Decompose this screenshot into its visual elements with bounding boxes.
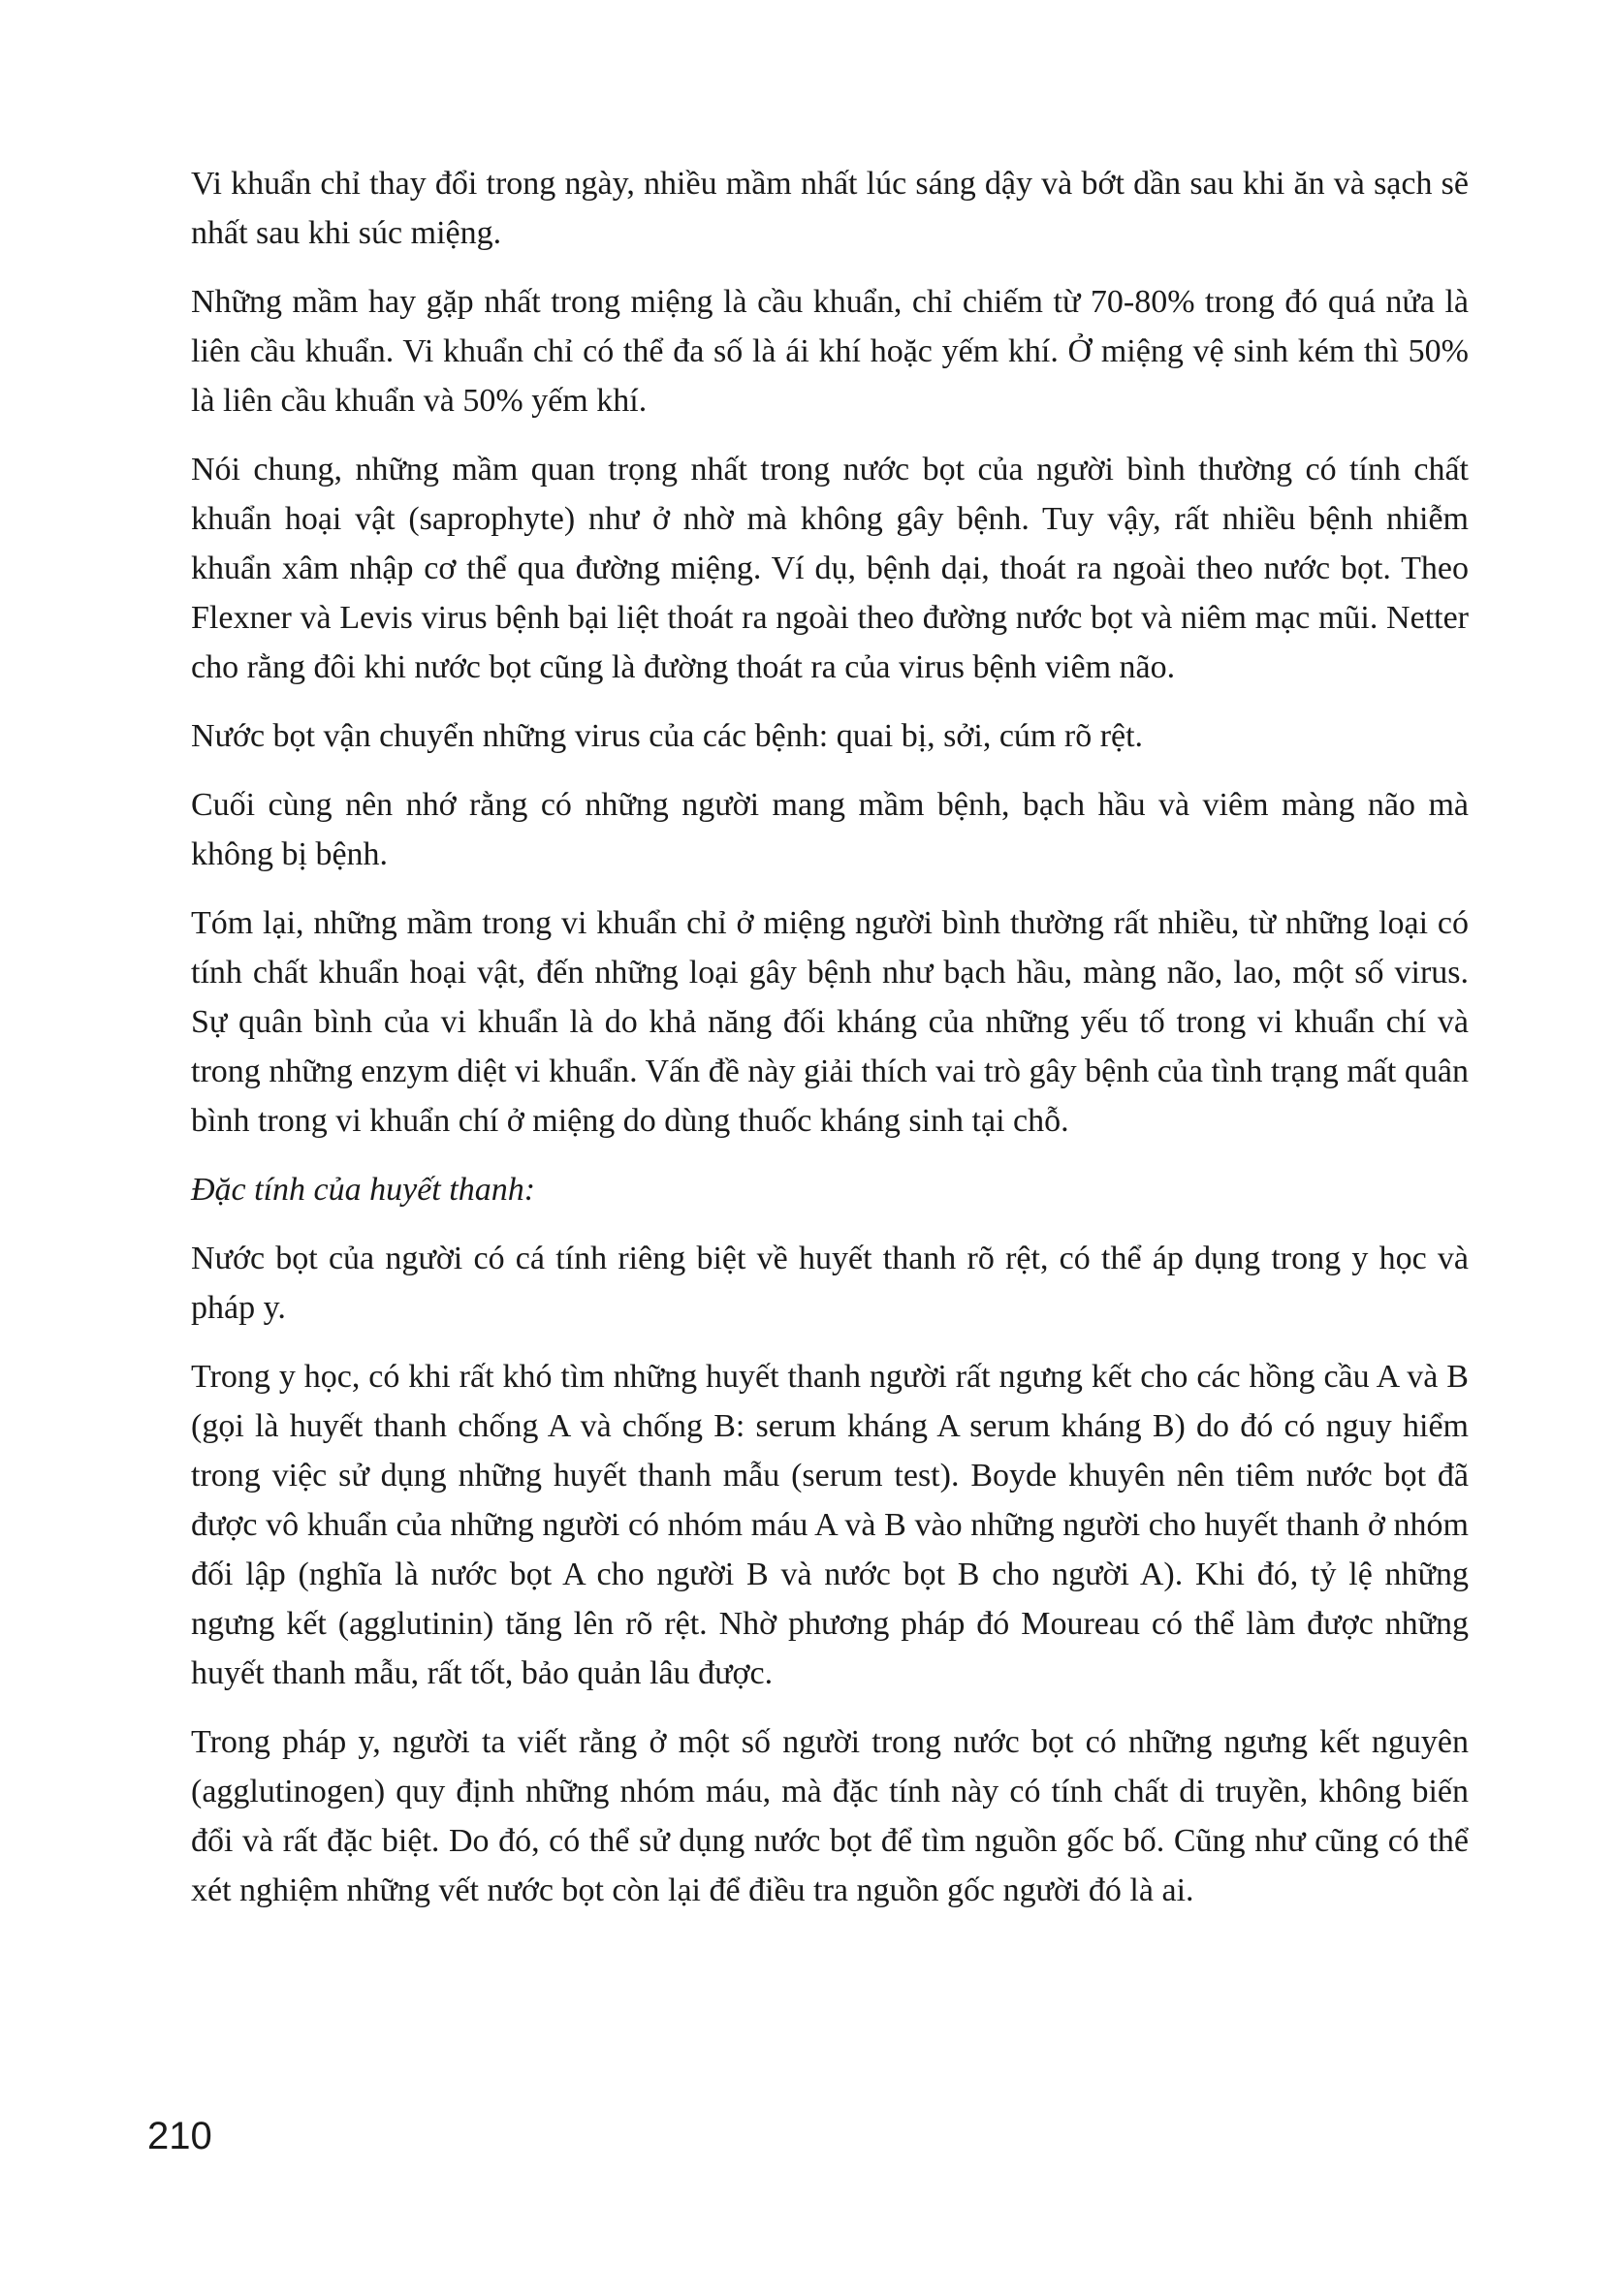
paragraph-common-germs: Những mầm hay gặp nhất trong miệng là cầu khuẩn, chỉ chiếm từ 70-80% trong đó quá nửa là liên cầu khuẩn. Vi khuẩn chỉ có thể đa số là ái khí hoặc yếm khí. Ở miệng vệ sinh kém thì 50% là liên cầu khuẩn và 50% yếm khí.	[191, 284, 1469, 419]
paragraph-serum-individuality: Nước bọt của người có cá tính riêng biệt về huyết thanh rõ rệt, có thể áp dụng trong y học và pháp y.	[191, 1241, 1469, 1326]
page-number: 210	[147, 2115, 212, 2157]
paragraph-carriers: Cuối cùng nên nhớ rằng có những người mang mầm bệnh, bạch hầu và viêm màng não mà không bị bệnh.	[191, 787, 1469, 872]
section-heading-serum: Đặc tính của huyết thanh:	[191, 1172, 536, 1208]
paragraph-bacteria-daily-variation: Vi khuẩn chỉ thay đổi trong ngày, nhiều mầm nhất lúc sáng dậy và bớt dần sau khi ăn và sạch sẽ nhất sau khi súc miệng.	[191, 166, 1469, 251]
body-text	[191, 159, 1469, 1934]
paragraph-summary: Tóm lại, những mầm trong vi khuẩn chỉ ở miệng người bình thường rất nhiều, từ những loại có tính chất khuẩn hoại vật, đến những loại gây bệnh như bạch hầu, màng não, lao, một số virus. Sự quân bình của vi khuẩn là do khả năng đối kháng của những yếu tố trong vi khuẩn chí và trong những enzym diệt vi khuẩn. Vấn đề này giải thích vai trò gây bệnh của tình trạng mất quân bình trong vi khuẩn chí ở miệng do dùng thuốc kháng sinh tại chỗ.	[191, 905, 1469, 1139]
paragraph-serum-medicine: Trong y học, có khi rất khó tìm những huyết thanh người rất ngưng kết cho các hồng cầu A và B (gọi là huyết thanh chống A và chống B: serum kháng A serum kháng B) do đó có nguy hiểm trong việc sử dụng những huyết thanh mẫu (serum test). Boyde khuyên nên tiêm nước bọt đã được vô khuẩn của những người có nhóm máu A và B vào những người cho huyết thanh ở nhóm đối lập (nghĩa là nước bọt A cho người B và nước bọt B cho người A). Khi đó, tỷ lệ những ngưng kết (agglutinin) tăng lên rõ rệt. Nhờ phương pháp đó Moureau có thể làm được những huyết thanh mẫu, rất tốt, bảo quản lâu được.	[191, 1359, 1469, 1691]
paragraph-virus-transport: Nước bọt vận chuyển những virus của các bệnh: quai bị, sởi, cúm rõ rệt.	[191, 718, 1144, 754]
paragraph-serum-forensics: Trong pháp y, người ta viết rằng ở một số người trong nước bọt có những ngưng kết nguyên (agglutinogen) quy định những nhóm máu, mà đặc tính này có tính chất di truyền, không biến đổi và rất đặc biệt. Do đó, có thể sử dụng nước bọt để tìm nguồn gốc bố. Cũng như cũng có thể xét nghiệm những vết nước bọt còn lại để điều tra nguồn gốc người đó là ai.	[191, 1724, 1469, 1908]
paragraph-saprophyte-germs: Nói chung, những mầm quan trọng nhất trong nước bọt của người bình thường có tính chất khuẩn hoại vật (saprophyte) như ở nhờ mà không gây bệnh. Tuy vậy, rất nhiều bệnh nhiễm khuẩn xâm nhập cơ thể qua đường miệng. Ví dụ, bệnh dại, thoát ra ngoài theo nước bọt. Theo Flexner và Levis virus bệnh bại liệt thoát ra ngoài theo đường nước bọt và niêm mạc mũi. Netter cho rằng đôi khi nước bọt cũng là đường thoát ra của virus bệnh viêm não.	[191, 452, 1469, 685]
